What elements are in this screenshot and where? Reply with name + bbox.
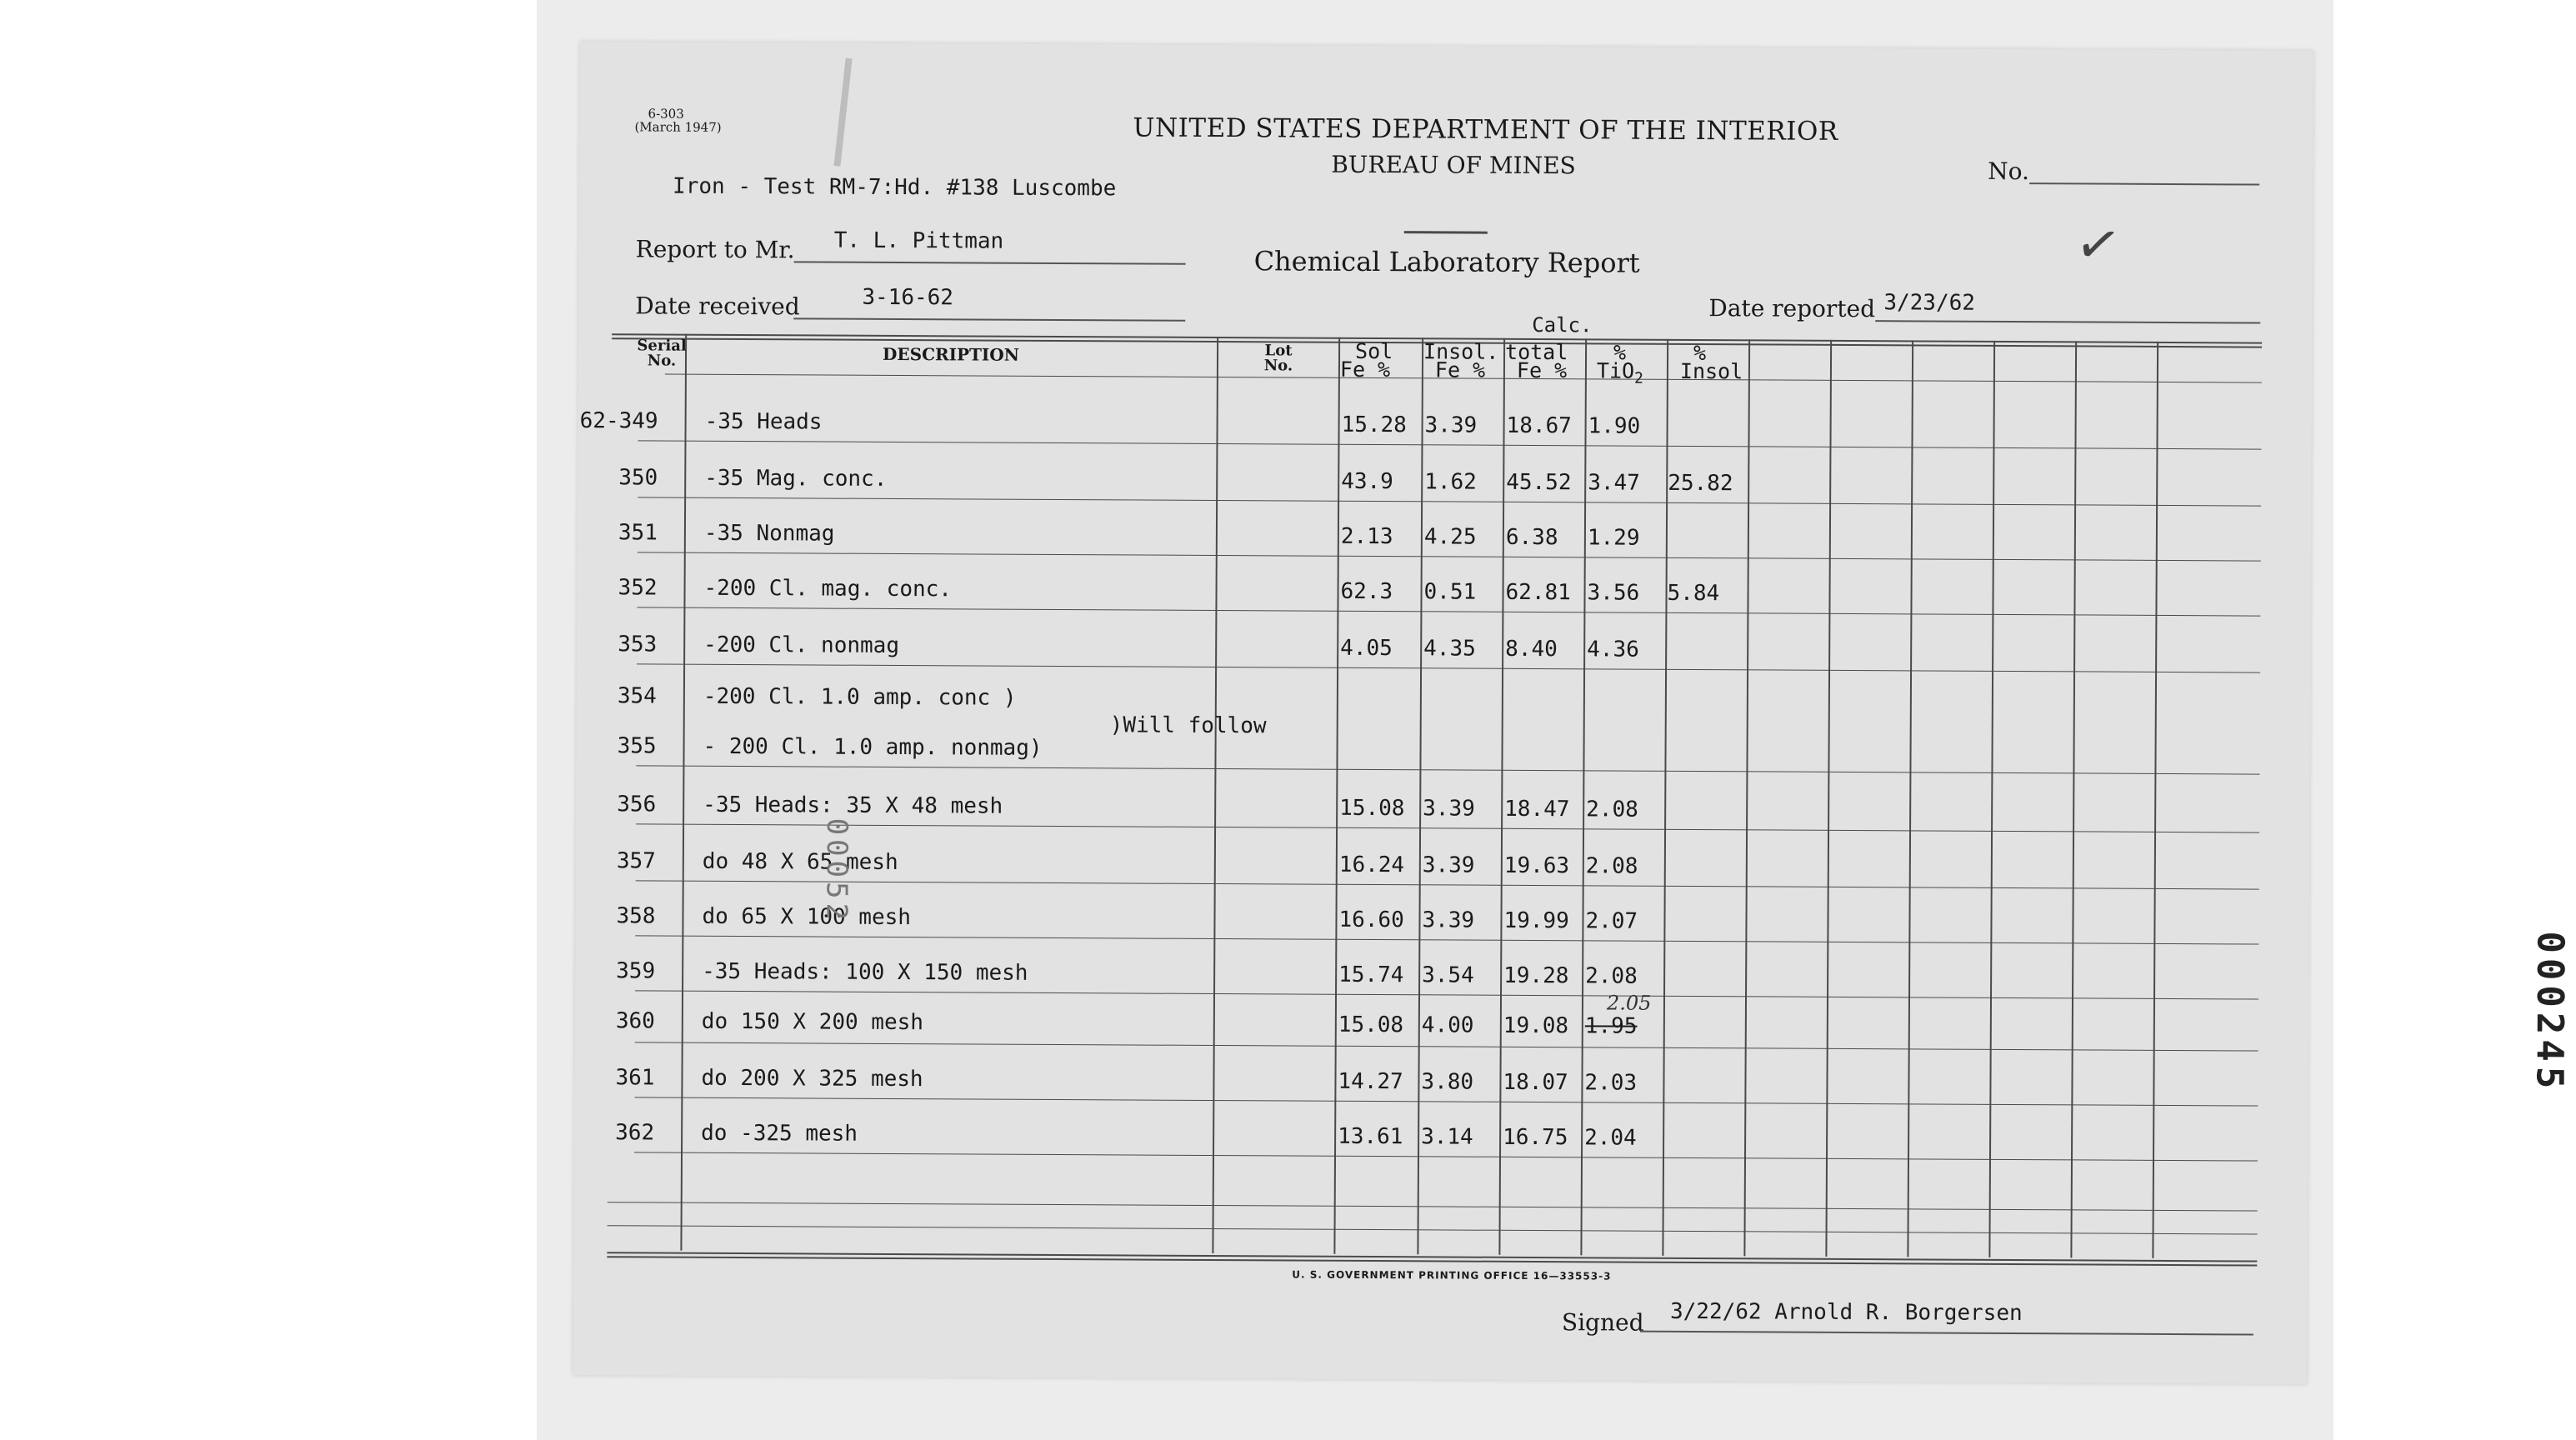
cell-description: -35 Heads	[704, 408, 823, 435]
cell-insol: 0.51	[1423, 579, 1477, 605]
cell-total: 62.81	[1505, 579, 1571, 606]
cell-tio2: 3.47	[1588, 470, 1640, 496]
cell-description: - 200 Cl. 1.0 amp. nonmag)	[703, 733, 1043, 761]
blank-row-rule	[608, 1202, 2258, 1211]
cell-serial: 350	[618, 465, 658, 491]
header-total-1: total	[1504, 339, 1568, 365]
cell-tio2: 1.95	[1584, 1013, 1638, 1039]
col-divider-12	[2152, 342, 2158, 1258]
cell-tio2: 1.90	[1588, 413, 1641, 439]
cell-insolpct: 25.82	[1668, 470, 1733, 497]
cell-description: -35 Nonmag	[703, 520, 835, 547]
header-insol-1: Insol.	[1423, 339, 1499, 364]
cell-total: 18.47	[1504, 796, 1570, 822]
cell-description: do 200 X 325 mesh	[701, 1065, 923, 1092]
cell-description: -35 Mag. conc.	[704, 465, 888, 492]
header-tio2-text: TiO	[1596, 358, 1635, 383]
header-description: DESCRIPTION	[883, 343, 1020, 365]
col-divider-9	[1907, 340, 1913, 1257]
cell-sol: 16.60	[1338, 907, 1404, 933]
cell-sol: 15.08	[1338, 1012, 1404, 1038]
row-rule	[635, 1042, 2258, 1051]
clip-mark	[833, 58, 852, 167]
cell-total: 18.67	[1506, 412, 1572, 439]
cell-insol: 3.14	[1421, 1124, 1473, 1150]
cell-sol: 2.13	[1340, 523, 1393, 550]
date-received-value: 3-16-62	[862, 284, 954, 311]
cell-insol: 3.39	[1423, 796, 1475, 822]
cell-serial: 357	[616, 848, 656, 874]
row-rule	[634, 1097, 2258, 1106]
cell-serial: 355	[617, 733, 657, 759]
title-rule	[1404, 231, 1488, 234]
row-rule	[636, 765, 2259, 774]
printing-office-line: U. S. GOVERNMENT PRINTING OFFICE 16—33553-3	[1292, 1268, 1612, 1282]
cell-serial: 62-349	[579, 408, 658, 434]
col-divider-11	[2070, 341, 2077, 1258]
cell-sol: 15.74	[1338, 962, 1404, 988]
form-date: (March 1947)	[634, 119, 722, 135]
cell-insol: 3.39	[1422, 908, 1475, 933]
report-to-underline	[794, 261, 1186, 264]
cell-description: do 150 X 200 mesh	[701, 1008, 924, 1036]
date-reported-underline	[1875, 320, 2260, 323]
row-rule	[635, 990, 2258, 999]
header-lot-1: Lot	[1264, 342, 1293, 360]
cell-insolpct: 5.84	[1667, 580, 1720, 607]
calc-note: Calc.	[1532, 312, 1593, 338]
cell-total: 8.40	[1505, 636, 1558, 662]
cell-insol: 1.62	[1424, 469, 1477, 495]
cell-tio2: 2.08	[1585, 963, 1638, 989]
handwritten-correction: 2.05	[1606, 991, 1652, 1015]
header-tio2-1: %	[1613, 340, 1627, 365]
cell-tio2: 3.56	[1587, 580, 1640, 606]
cell-description: do -325 mesh	[701, 1120, 858, 1147]
cell-sol: 4.05	[1340, 635, 1393, 662]
header-serial-2: No.	[647, 352, 677, 370]
cell-description: do 65 X 100 mesh	[702, 903, 912, 931]
header-serial-1: Serial	[637, 337, 687, 355]
report-to-label: Report to Mr.	[635, 235, 795, 264]
date-received-underline	[793, 318, 1185, 321]
bureau-title: BUREAU OF MINES	[1331, 150, 1576, 180]
vertical-stamp-number: 000245	[2528, 931, 2572, 1094]
header-insolpct-2: Insol	[1679, 358, 1743, 384]
cell-sol: 43.9	[1341, 468, 1393, 495]
cell-tio2: 4.36	[1587, 637, 1639, 662]
cell-sol: 62.3	[1340, 578, 1393, 605]
signed-underline	[1640, 1331, 2253, 1336]
report-to-value: T. L. Pittman	[833, 228, 1004, 254]
cell-tio2: 2.03	[1584, 1070, 1638, 1096]
cell-tio2: 2.08	[1586, 797, 1638, 822]
subject-line: Iron - Test RM-7:Hd. #138 Luscombe	[673, 173, 1117, 202]
cell-insol: 4.35	[1423, 636, 1476, 662]
cell-description: -35 Heads: 100 X 150 mesh	[702, 958, 1028, 986]
cell-sol: 16.24	[1338, 852, 1405, 878]
row-rule	[636, 823, 2259, 832]
cell-insol: 3.80	[1421, 1069, 1474, 1095]
date-reported-label: Date reported	[1708, 294, 1876, 323]
row-rule	[637, 607, 2260, 616]
cell-description: do 48 X 65 mesh	[702, 848, 898, 876]
cell-total: 6.38	[1505, 524, 1558, 551]
row-rule	[634, 1152, 2258, 1161]
cell-insol: 4.25	[1423, 524, 1477, 550]
header-total-2: Fe %	[1516, 358, 1568, 383]
cell-sol: 15.08	[1339, 795, 1405, 822]
cell-insol: 3.39	[1424, 412, 1478, 438]
cell-total: 18.07	[1503, 1069, 1568, 1096]
cell-total: 16.75	[1503, 1124, 1568, 1151]
cell-serial: 351	[618, 520, 658, 546]
col-divider-10	[1988, 341, 1995, 1258]
row-rule	[638, 440, 2261, 449]
cell-serial: 359	[616, 958, 656, 984]
agency-title: UNITED STATES DEPARTMENT OF THE INTERIOR	[1133, 112, 1838, 147]
report-title: Chemical Laboratory Report	[1253, 245, 1640, 279]
cell-serial: 362	[615, 1120, 655, 1146]
cell-description: -35 Heads: 35 X 48 mesh	[703, 792, 1003, 819]
cell-insol: 3.54	[1422, 962, 1474, 988]
header-tio2-2	[1597, 358, 1643, 387]
blank-row-rule	[608, 1225, 2258, 1234]
cell-insol: 4.00	[1421, 1012, 1474, 1038]
no-label: No.	[1988, 157, 2030, 186]
header-sol-1: Sol	[1354, 338, 1393, 364]
cell-total: 19.63	[1503, 852, 1570, 879]
row-rule	[635, 935, 2258, 944]
row-rule	[636, 880, 2259, 889]
cell-serial: 356	[617, 792, 657, 818]
cell-serial: 360	[615, 1008, 655, 1034]
header-lot-2: No.	[1263, 357, 1293, 375]
header-sol-2: Fe %	[1339, 357, 1391, 382]
cell-description: -200 Cl. 1.0 amp. conc )	[703, 683, 1017, 711]
col-divider-desc	[1212, 337, 1218, 1253]
will-follow-note: )Will follow	[1109, 712, 1267, 739]
form-number: 6-303	[648, 106, 684, 122]
cell-description: -200 Cl. nonmag	[703, 632, 900, 659]
row-rule	[638, 552, 2261, 561]
cell-tio2: 2.08	[1585, 853, 1638, 879]
cell-total: 19.28	[1503, 962, 1569, 989]
cell-insol: 3.39	[1422, 852, 1475, 878]
col-divider-insolpct	[1743, 339, 1750, 1256]
header-tio2-subscript: 2	[1634, 369, 1643, 388]
cell-tio2: 2.04	[1584, 1125, 1637, 1151]
cell-sol: 14.27	[1338, 1068, 1403, 1095]
cell-tio2: 2.07	[1585, 908, 1638, 934]
cell-total: 19.08	[1503, 1012, 1569, 1039]
no-underline	[2029, 182, 2259, 185]
cell-sol: 13.61	[1338, 1123, 1403, 1150]
cell-sol: 15.28	[1341, 412, 1407, 438]
cell-serial: 361	[615, 1065, 655, 1091]
header-insolpct-1: %	[1693, 341, 1707, 366]
left-stamp-number: 00052	[819, 818, 854, 925]
cell-description: -200 Cl. mag. conc.	[703, 575, 953, 602]
cell-serial: 352	[618, 575, 658, 601]
row-rule	[638, 497, 2261, 506]
signed-value: 3/22/62 Arnold R. Borgersen	[1669, 1298, 2023, 1327]
col-divider-serial	[680, 334, 687, 1251]
header-insol-2: Fe %	[1434, 358, 1486, 382]
cell-serial: 358	[616, 903, 656, 929]
date-received-label: Date received	[635, 292, 800, 321]
lab-report-sheet	[573, 42, 2572, 1384]
signed-label: Signed	[1561, 1308, 1644, 1337]
cell-serial: 354	[617, 683, 657, 709]
check-mark-icon: ✓	[2070, 211, 2126, 280]
cell-serial: 353	[618, 632, 658, 658]
cell-total: 45.52	[1506, 469, 1572, 496]
cell-total: 19.99	[1503, 908, 1569, 934]
row-rule	[637, 663, 2260, 672]
col-divider-8	[1825, 340, 1832, 1257]
date-reported-value: 3/23/62	[1883, 290, 1976, 316]
cell-tio2: 1.29	[1587, 525, 1640, 551]
